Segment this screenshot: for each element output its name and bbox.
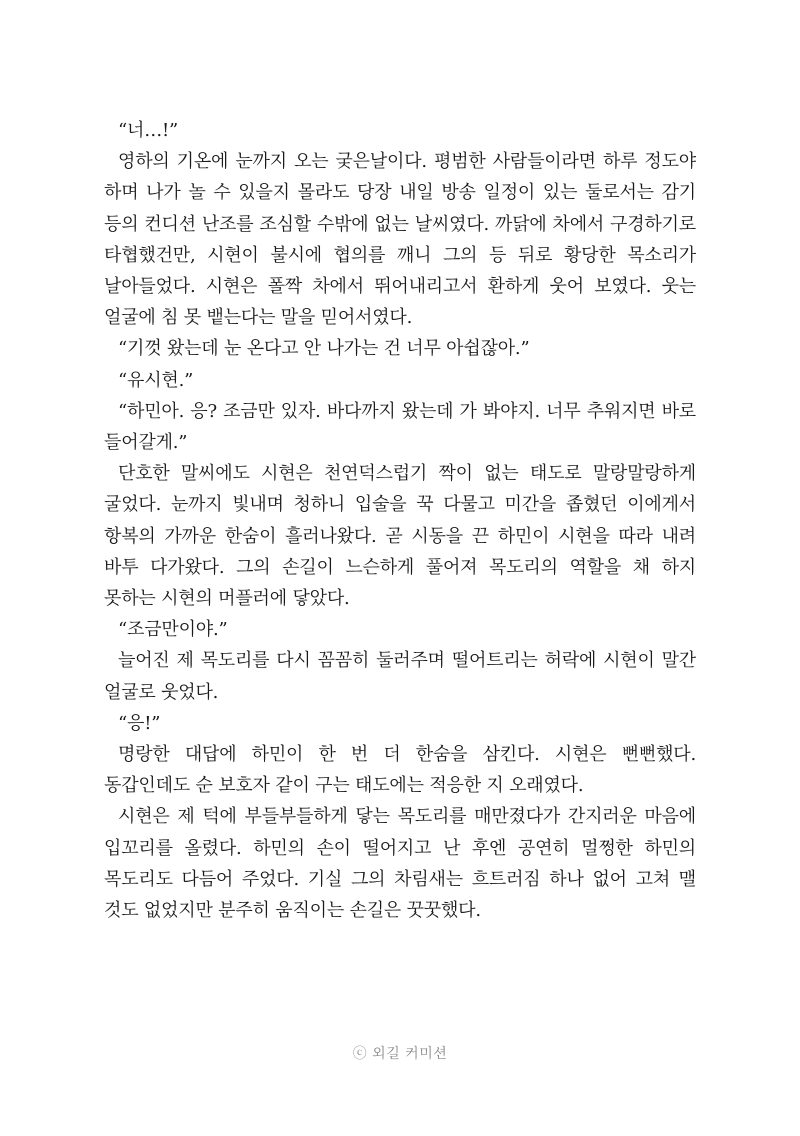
paragraph-7: “조금만이야.” (118, 619, 228, 641)
paragraph-9: “응!” (118, 712, 161, 734)
copyright-footer: ⓒ 외길 커미션 (352, 1046, 448, 1062)
paragraph-4: “유시현.” (118, 369, 194, 391)
paragraph-6: 단호한 말씨에도 시현은 천연덕스럽기 짝이 없는 태도로 말랑말랑하게 굴었다. 눈까지 빛내며 청하니 입술을 꾹 다물고 미간을 좁혔던 이에게서 항복의 가까운 한숨이 흘러나왔다. 곧 시동을 끈 하민이 시현을 따라 내려 바투 다가왔다. 그의 손길이 느슨하게 풀어져 목도리의 역할을 채 하지 못하는 시현의 머플러에 닿았다. (104, 463, 696, 610)
paragraph-1: “너…!” (118, 120, 179, 141)
paragraph-11: 시현은 제 턱에 부들부들하게 닿는 목도리를 매만졌다가 간지러운 마음에 입꼬리를 올렸다. 하민의 손이 떨어지고 난 후엔 공연히 멀쩡한 하민의 목도리도 다듬어 주었다. 기실 그의 차림새는 흐트러짐 하나 없어 고쳐 맬 것도 없었지만 분주히 움직이는 손길은 꿋꿋했다. (104, 806, 696, 922)
paragraph-2: 영하의 기온에 눈까지 오는 궂은날이다. 평범한 사람들이라면 하루 정도야 하며 나가 놀 수 있을지 몰라도 당장 내일 방송 일정이 있는 둘로서는 감기 등의 컨디션 난조를 조심할 수밖에 없는 날씨였다. 까닭에 차에서 구경하기로 타협했건만, 시현이 불시에 협의를 깨니 그의 등 뒤로 황당한 목소리가 날아들었다. 시현은 폴짝 차에서 뛰어내리고서 환하게 웃어 보였다. 웃는 얼굴에 침 못 뱉는다는 말을 믿어서였다. (104, 151, 696, 329)
paragraph-10: 명랑한 대답에 하민이 한 번 더 한숨을 삼킨다. 시현은 뻔뻔했다. 동갑인데도 순 보호자 같이 구는 태도에는 적응한 지 오래였다. (104, 744, 696, 797)
paragraph-8: 늘어진 제 목도리를 다시 꼼꼼히 둘러주며 떨어트리는 허락에 시현이 말간 얼굴로 웃었다. (104, 650, 696, 703)
paragraph-3: “기껏 왔는데 눈 온다고 안 나가는 건 너무 아쉽잖아.” (118, 338, 530, 360)
paragraph-5: “하민아. 응? 조금만 있자. 바다까지 왔는데 가 봐야지. 너무 추워지면 바로 들어갈게.” (104, 400, 696, 454)
story-text (104, 115, 696, 926)
